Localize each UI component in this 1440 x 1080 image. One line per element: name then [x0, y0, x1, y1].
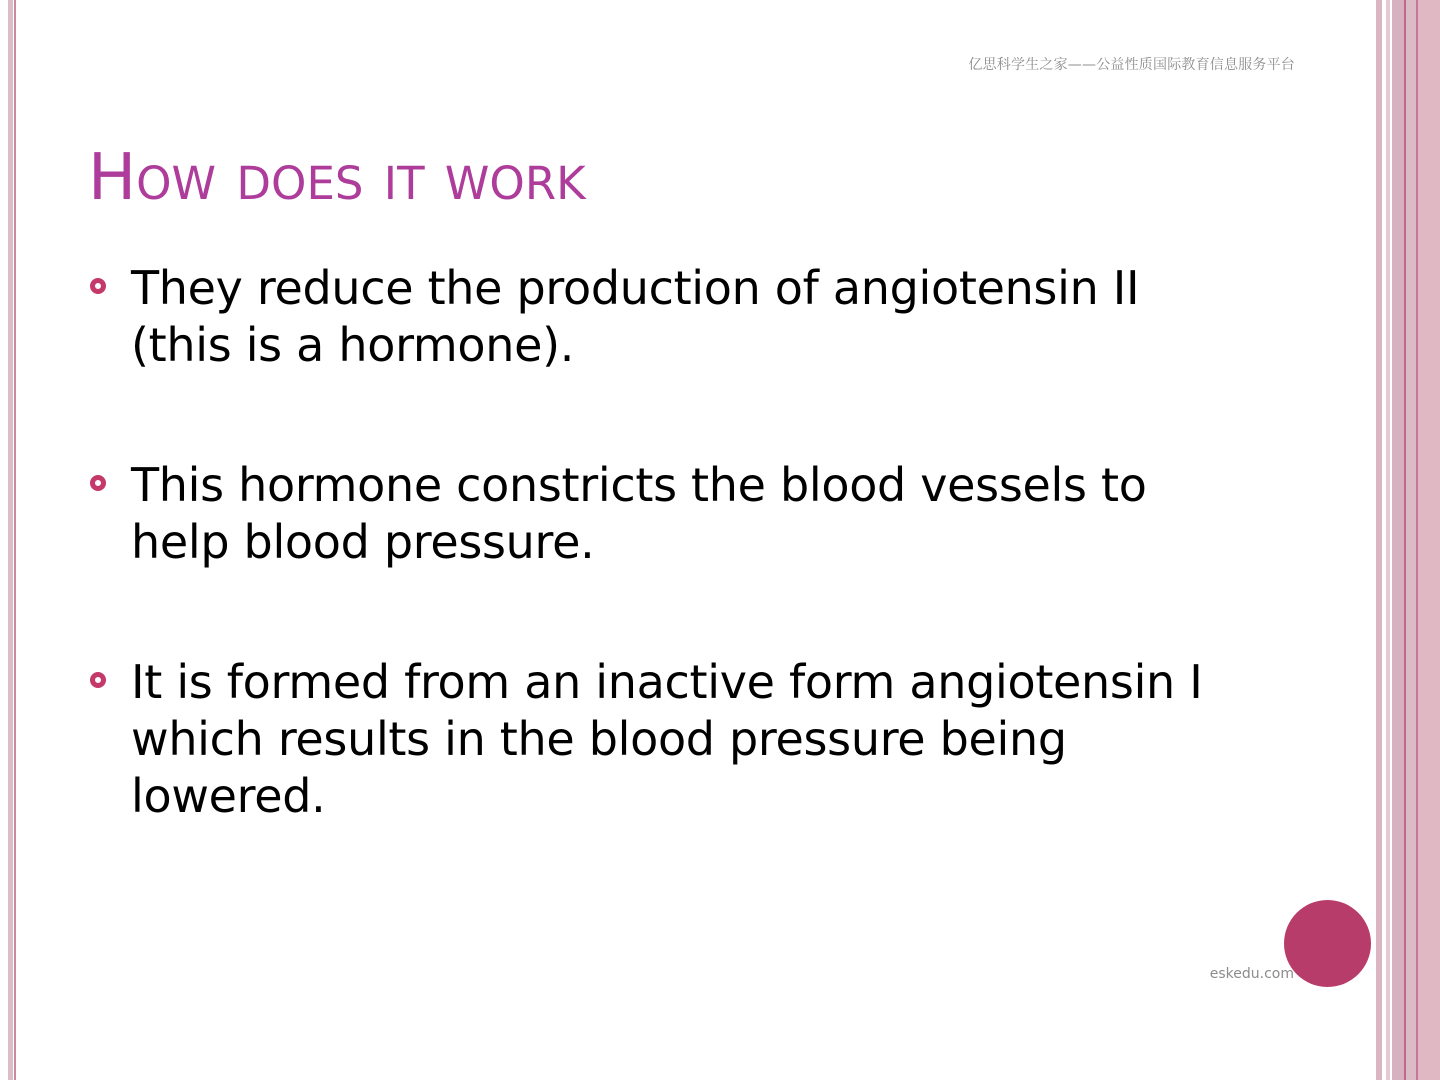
right-border-stripe — [1406, 0, 1416, 1080]
header-site-text: 亿思科学生之家——公益性质国际教育信息服务平台 — [968, 57, 1295, 73]
bullet-text: This hormone constricts the blood vessels to help blood pressure. — [131, 458, 1147, 569]
left-border-stripe — [8, 0, 13, 1080]
list-item — [90, 654, 1240, 825]
list-item — [90, 457, 1240, 571]
footer-watermark: eskedu.com — [1209, 966, 1294, 982]
right-border-stripe — [1386, 0, 1390, 1080]
slide-title: How does it work — [88, 141, 586, 215]
ring-bullet-icon — [90, 475, 106, 491]
bullet-list — [90, 260, 1240, 825]
right-border-stripe — [1392, 0, 1404, 1080]
ring-bullet-icon — [90, 672, 106, 688]
decorative-circle — [1284, 900, 1371, 987]
ring-bullet-icon — [90, 278, 106, 294]
right-border-stripe — [1376, 0, 1382, 1080]
left-border-line — [14, 0, 16, 1080]
bullet-text: It is formed from an inactive form angiotensin I which results in the blood pressure being lowered. — [131, 655, 1203, 823]
bullet-text: They reduce the production of angiotensin II (this is a hormone). — [131, 261, 1140, 372]
list-item — [90, 260, 1240, 374]
right-border-stripe — [1418, 0, 1440, 1080]
